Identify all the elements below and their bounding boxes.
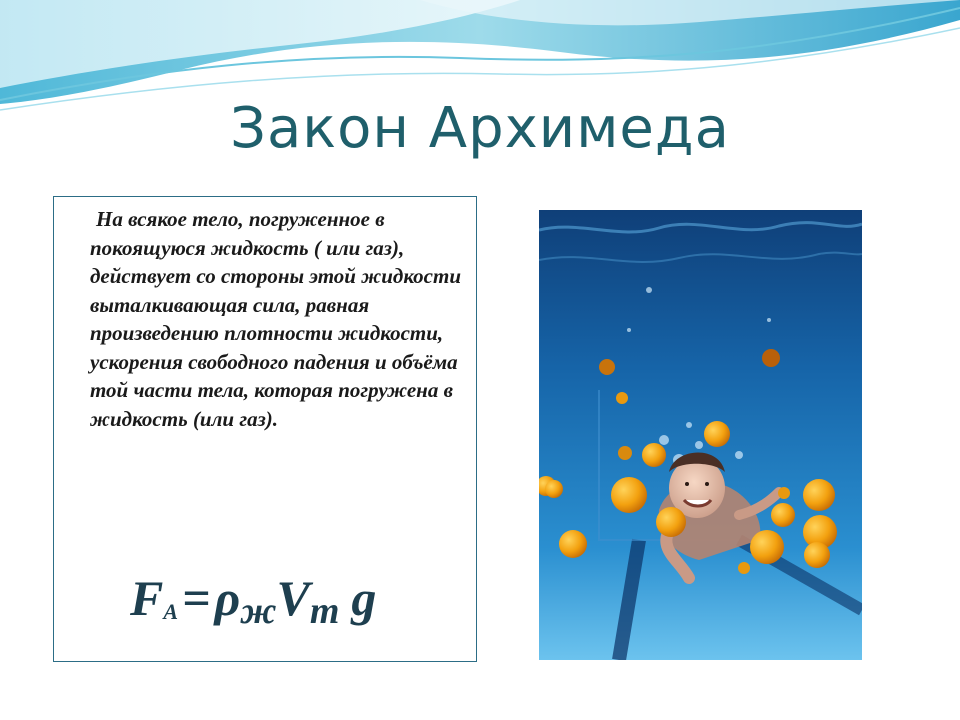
formula-rho-subscript: ж	[240, 590, 277, 632]
formula-volume: V	[276, 570, 310, 626]
formula-volume-subscript: т	[309, 590, 340, 632]
slide-title: Закон Архимеда	[230, 96, 730, 161]
formula-force: F	[130, 570, 164, 626]
underwater-photo	[539, 210, 862, 660]
formula-g: g	[351, 570, 377, 626]
formula-equals: =	[182, 570, 211, 626]
formula-rho: ρ	[214, 570, 241, 626]
archimedes-formula	[130, 569, 376, 633]
law-statement: На всякое тело, погруженное в покоящуюся жидкость ( или газ), действует со стороны этой жидкости выталкивающая сила, равная произведению плотности жидкости, ускорения свободного падения и объёма той части тела, которая погружена в жидкость (или газ).	[90, 207, 462, 431]
underwater-child-oranges-photo-icon	[539, 210, 862, 660]
formula-force-subscript: A	[163, 599, 179, 624]
law-text-box	[53, 196, 477, 662]
